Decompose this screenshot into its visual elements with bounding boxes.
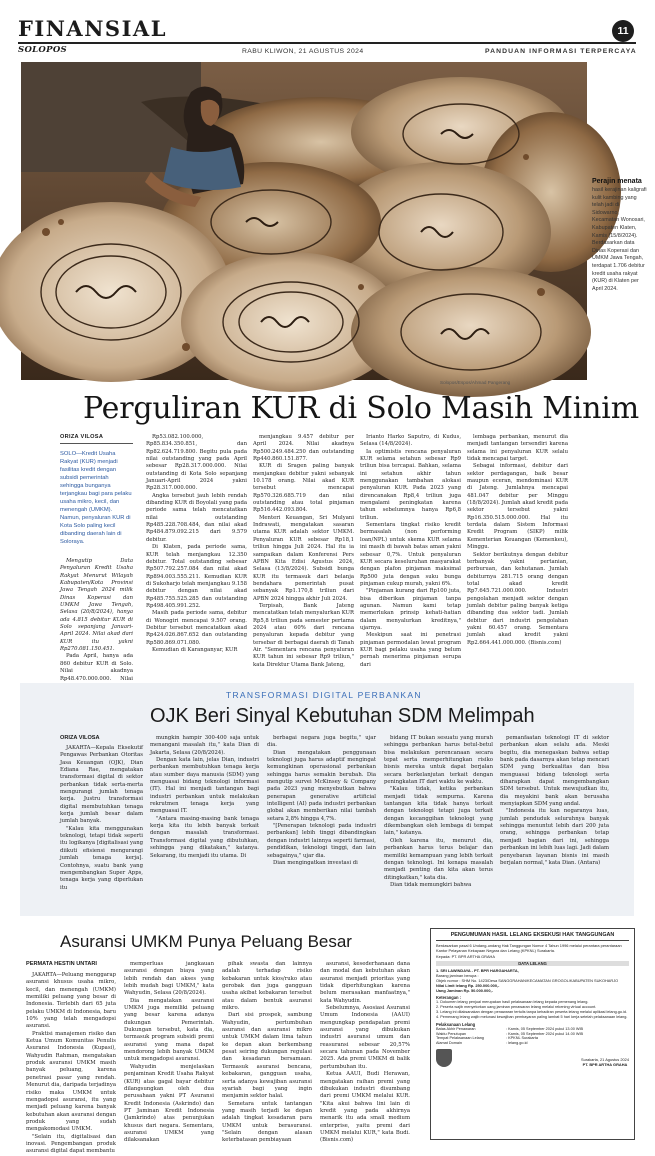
article1-paragraph: Terpisah, Bank Jateng mencatatkan telah menyalurkan KUR Rp5,8 triliun pada semester pertama 2024 atau 60% dari rencana penyaluran kepada debitur yang tersebar di berbagai daerah di Tanah Air. "Sementara rencana penyaluran KUR tahun ini sebesar Rp9 triliun," kata Direktur Utama Bank Jateng, — [253, 602, 354, 668]
notice-note: 2. Peserta wajib menyetorkan uang jaminan penawaran lelang melalui rekening virtual account. — [436, 1004, 597, 1009]
article2-author: ORIZA VILOSA — [60, 735, 100, 741]
article1-paragraph: Sektor berikutnya dengan debitur terbanyak yakni pertanian, perburuan, dan kehutanan. Jumlah debiturnya 281.715 orang dengan total akad kredit Rp7.645.721.000.000. Industri pengolahan menjadi sektor dengan jumlah debitur paling banyak ketiga dibanding dua sektor tadi. Jumlah debitur dari industri pengolahan yakni 60.457 orang. Sementara jumlah akad kredit yakni Rp2.664.441.000.000. (Bisnis.com) — [467, 551, 568, 646]
article2-paragraph: Dian tidak memungkiri bahwa — [390, 881, 472, 888]
article3-paragraph: asuransi, kesederhanaan dana dan modal dan kebutuhan akan asuransi menjadi prioritas yang tidak diperhitungkan karena belum merasakan manfaatnya," kata Wahyudin. — [320, 961, 410, 1004]
article3-paragraph: Dari sisi prospek, sambung Wahyudin, pertumbuhan asuransi dan asuransi mikro untuk UMKM dalam lima tahun ke depan akan berkembang pesat seiring dukungan regulasi dan kesadaran bersamaan. Termasuk asuransi bencana, kebakaran, gangguan usaha, serta adanya kewajiban asuransi syariah bagi yang ingin menjamin sektor halal. — [222, 1012, 312, 1100]
article1-headline: Perguliran KUR di Solo Masih Minim — [83, 391, 639, 426]
schedule-value: : lelang.go.id — [506, 1041, 528, 1046]
notice-schedule — [436, 1027, 629, 1047]
article3-paragraph: "Selain itu, digitalisasi dan inovasi. Pengembangan produk asuransi digital dapat membantu — [26, 1133, 116, 1155]
notice-note: 3. Lelang ini dilaksanakan dengan penawaran tertulis tanpa kehadiran peserta lelang melalui aplikasi lelang.go.id. — [436, 1009, 628, 1014]
article1-author-rule — [60, 443, 133, 444]
article1-paragraph: lembaga perbankan, menurut dia menjadi tantangan tersendiri karena selama ini penyaluran KUR selalu tidak mencapai target. — [467, 434, 568, 463]
notice-schedule-title: Pelaksanaan Lelang — [436, 1021, 476, 1027]
leather-calligraphy-photo — [21, 62, 587, 380]
schedule-value: : KPKNL Surakarta — [506, 1036, 538, 1041]
article3-paragraph: Sebelumnya, Asosiasi Asuransi Umum Indonesia (AAUI) mengungkap pendapatan premi asuransi yang dibukukan industri asuransi umum dan reasuransi sebesar 20,57% secara tahunan pada November 2025. Ada premi UMKM di balik pertumbuhan itu. — [320, 1005, 410, 1070]
article1-paragraph: Menteri Keuangan, Sri Mulyani Indrawati, mengatakan sasaran utama KUR adalah sektor UMKM. Penyaluran KUR sebesar Rp18,1 triliun hingga Juli 2024. Hal itu ia sampaikan dalam Konferensi Pers APBN Kita Edisi Agustus 2024, Selasa (13/8/2024). Subsidi bunga KUR itu termasuk dari belanja bendahara pemerintah pusat sebanyak Rp1.170,8 triliun dari APBN 2024 hingga akhir Juli 2024. — [253, 514, 354, 602]
article3-column-4 — [320, 961, 410, 1144]
photo-caption-title: Perajin menata — [592, 178, 642, 185]
article3-paragraph: Wahyudin menjelaskan penjaminan Kredit Usaha Rakyat (KUR) atas gagal bayar debitur dilangsungkan oleh dua perusahaan yakni PT Asuransi Kredit Indonesia (Askrindo) dan PT Jaminan Kredit Indonesia (Jamkrindo) atas penunjukan khusus dari negara. Sementara, asuransi UMKM yang dilaksanakan — [124, 1063, 214, 1144]
auction-notice — [430, 928, 635, 1140]
photo-credit: Solopos/Espos/Ahmad Pangerang — [440, 380, 511, 385]
article3-paragraph: Semetara untuk tantangan yang masih terjadi ke depan adalah tingkat kesadaran para UMKM untuk berasuransi. "Selain dengan alasan keterbatasan pembiayaan — [222, 1100, 312, 1144]
article3-author: PERMATA HESTIN UNTARI — [26, 961, 97, 967]
notice-intro: Berdasarkan pasal 6 Undang-undang Hak Tanggungan Nomor 4 Tahun 1996 melalui perantara perantaraan Kantor Pelayanan Kekayaan Negara dan Lelang (KPKNL) Surakarta. — [436, 943, 622, 953]
notice-line: Barang jaminan berupa : — [436, 973, 479, 978]
article1-column-3 — [253, 434, 354, 678]
article1-author: ORIZA VILOSA — [60, 434, 104, 440]
article2-paragraph: pemanfaatan teknologi IT di sektor perbankan akan selalu ada. Meski begitu, dia menegaskan bahwa setiap bank pada dasarnya akan tetap mencari SDM yang berkualitas dan bisa menguasai bidang teknologi serta diharapkan dapat mengembangkan SDM tersebut. Untuk mewujudkan itu, dia meyakini bank akan berusaha menyiapkan SDM yang andal. — [500, 735, 609, 808]
notice-note: 4. Pemenang lelang wajib melunasi kewajiban pembayaran paling lambat 5 hari kerja setelah pelaksanaan lelang. — [436, 1014, 628, 1019]
article1-lead: SOLO—Kredit Usaha Rakyat (KUR) menjadi fasilitas kredit dengan subsidi pemerintah sehingga bunganya terjangkau bagi para pelaku usaha mikro, kecil, dan menengah (UMKM). Namun, penyaluran KUR di Kota Solo paling kecil dibanding daerah lain di Soloraya. — [60, 451, 132, 545]
article3-column-3 — [222, 961, 312, 1144]
notice-line: Nilai Limit lelang Rp. 250.000.000,- — [436, 983, 500, 988]
schedule-label: Alamat Domain — [436, 1041, 462, 1046]
article1-paragraph: Angka tersebut jauh lebih rendah dibanding KUR di Boyolali yang pada periode sama telah mencatatkan nilai outstanding Rp485.228.708.484, dan nilai akad Rp484.879.092.215 dari 9.579 debitur. — [146, 492, 247, 543]
article2-kicker: TRANSFORMASI DIGITAL PERBANKAN — [226, 690, 422, 700]
notice-line: Objek nomor : SHM No. 1423/Desa SANGGRAHAN/KECAMATAN GROGOL/KABUPATEN SUKOHARJO — [436, 978, 619, 983]
notice-section-data: DATA LELANG — [436, 961, 629, 966]
notice-line: 1. SRI LAWINDAYA - PT. BPR HARGAHARTA, — [436, 968, 519, 973]
article2-paragraph: Dian mengingatkan investasi di — [273, 859, 358, 866]
article1-paragraph: menjangkau 9.457 debitur per April 2024. Nilai akadnya Rp500.249.484.250 dan outstanding Rp440.860.151.877. — [253, 434, 354, 463]
article2-paragraph: JAKARTA—Kepala Eksekutif Pengawas Perbankan Otoritas Jasa Keuangan (OJK), Dian Ediana Rae, mengatakan transformasi digital di sektor perbankan tidak serta-merta mengurangi jumlah tenaga kerja. Justru transformasi digital membutuhkan tenaga kerja jumlah besar dalam jumlah banyak. — [60, 745, 143, 825]
article2-paragraph: mungkin hampir 300-400 saja untuk menangani masalah itu," kata Dian di Jakarta, Selasa (20/8/2024). — [150, 735, 259, 756]
article2-paragraph: "Indonesia itu kan negaranya luas, jumlah penduduk seluruhnya banyak sehingga menuntut lebih dari 200 juta orang, sehingga perbankan tetap menjadi bagian dari ini, sehingga perbankan ini lebih luas lagi. Jadi dalam penyebaran layanan bisnis ini masih berjalan normal," kata Dian. (Antara) — [500, 808, 609, 866]
article1-column-1 — [60, 558, 133, 682]
notice-notes-title: Keterangan : — [436, 995, 462, 1000]
article1-paragraph: Sebagai informasi, debitur dari sektor perdagangan, baik besar maupun eceran, mendominasi KUR di Jateng. Jumlahnya mencapai 481.047 debitur per Minggu (18/8/2024). Jumlah akad kredit pada sektor tersebut yakni Rp16.350.515.000.000. Hal itu terdata dalam Sistem Informasi Kredit Program (SIKP) milik Kementerian Keuangan (Kemenkeu), Minggu. — [467, 463, 568, 551]
article3-paragraph: Praktisi manajemen risiko dan Ketua Umum Komunitas Penulis Asuransi Indonesia (Kupasi), Wahyudin Rahman, mengatakan produk asuransi UMKM masih banyak peluang, karena penetrasi pasar yang rendah. Menurut dia, daripada terjadinya risiko maka UMKM untuk mengadopsi asuransi, itu yang menjadi peluang karena banyak kebutuhan akan asuransi dengan produk yang sudah mengakomodasi UMKM. — [26, 1030, 116, 1133]
schedule-label: Waktu Penutupan — [436, 1031, 467, 1036]
article1-paragraph: Rp53.082.100.000, Rp85.834.350.851, dan Rp82.624.719.800. Begitu pula pada nilai outstanding yang pada April sebesar Rp28.317.000.000. Nilai outstanding di Kota Solo sepanjang Januari-April 2024 yakni Rp28.317.000.000. — [146, 434, 247, 492]
article1-paragraph: Di Klaten, pada periode sama, KUR telah menjangkau 12.350 debitur. Total outstanding sebesar Rp507.792.257.084 dan nilai akad Rp894.003.555.211. Kemudian KUR di Sukoharjo telah menjangkau 9.158 debitur dengan nilai akad Rp485.755.525.285 dan outstanding Rp498.405.991.252. — [146, 544, 247, 609]
article3-paragraph: Dia mengatakan asuransi UMKM juga memiliki peluang yang besar karena adanya dukungan Pemerintah. Dukungan tersebut, kata dia, termasuk program subsidi premi asuransi yang mana dapat mendorong lebih banyak UMKM untuk mengadopsi asuransi. — [124, 997, 214, 1063]
article1-column-4 — [360, 434, 461, 678]
schedule-value: : Kamis, 05 September 2024 pukul 13.00 WIB — [506, 1026, 584, 1031]
article1-paragraph: Ia optimistis rencana penyaluran KUR selama setahun sebesar Rp9 triliun bisa tercapai. Bahkan, selama ini setahun akhir tahun menggunakan tambahan alokasi penyaluran KUR. Pada 2023 yang direncanakan Rp8,4 triliun juga mengalami peningkatan karena tahun sebelumnya hanya Rp6,8 triliun. — [360, 448, 461, 521]
schedule-row — [436, 1041, 629, 1046]
article2-column-1 — [60, 745, 143, 913]
article2-paragraph: Dian mengatakan penggunaan teknologi juga harus adaptif mengingat kemungkinan operasional perbankan sehingga harus semakin berubah. Dia mengutip survei McKinsey & Company pada 2023 yang menyebutkan bahwa penerapan generative artificial intelligent (AI) pada industri perbankan global akan memberikan nilai tambah setara 2,8% hingga 4,7%. — [267, 749, 376, 822]
article3-paragraph: memperluas jangkauan asuransi dengan biaya yang lebih rendah dan akses yang lebih mudah bagi UMKM," kata Wahyudin, Selasa (20/8/2024). — [124, 961, 214, 997]
article3-paragraph: JAKARTA—Peluang menggarap asuransi khusus usaha mikro, kecil, dan menengah (UMKM) memiliki peluang yang besar di Indonesia. Terlebih dari 65 juta pelaku UMKM di Indonesia, baru 10% yang telah mengadopsi asuransi. — [26, 972, 116, 1030]
schedule-label: Tempat Pelaksanaan Lelang — [436, 1036, 484, 1041]
notice-subject: Kepada: PT. BPR ARTHA GRAHA — [436, 954, 495, 959]
photo-caption: hasil kerajinan kaligrafi kulit kambing yang telah jadi di Sidowarno, Kecamatan Wonosari, Kabupaten Klaten, Kamis (15/8/2024). Berdasarkan data Dinas Koperasi dan UMKM Jawa Tengah, terdapat 1.706 debitur kredit usaha rakyat (KUR) di Klaten per April 2024. — [592, 187, 647, 292]
article3-column-1 — [26, 972, 116, 1155]
page-number: 11 — [612, 20, 634, 42]
notice-note: 1. Dokumen lelang penjual merupakan hasil pelaksanaan lelang kepada pemenang lelang. — [436, 1000, 589, 1004]
article1-paragraph: Meskipun saat ini penetrasi pinjaman permodalan lewat program KUR bagi pelaku usaha yang belum pernah menerima pinjaman serupa dari — [360, 632, 461, 668]
article3-headline: Asuransi UMKM Punya Peluang Besar — [60, 932, 352, 951]
schedule-value: : Kamis, 05 September 2024 pukul 14.00 WIB — [506, 1031, 584, 1036]
article2-paragraph: Oleh karena itu, menurut dia, perbankan harus terus belajar dan memiliki kemampuan yang lebih terkait dengan teknologi. Ini kenapa masalah menjadi penting dan kita akan terus ditingkatkan," kata dia. — [384, 837, 493, 881]
article1-paragraph: "Pinjaman kurang dari Rp100 juta, bisa diberikan pinjaman tanpa agunan. Namun kami tetap memerlukan prinsip kehati-hatian dalam menyalurkan kreditnya," ujarnya. — [360, 588, 461, 631]
article1-column-5 — [467, 434, 568, 678]
article2-paragraph: bidang IT bukan sesuatu yang murah sehingga perbankan harus betul-betul bisa melakukan perencanaan secara tepat serta memperhitungkan risiko bisnis mereka untuk dapat berjalan secara berkelanjutan terkait dengan peningkatan IT dari waktu ke waktu. — [384, 735, 493, 786]
article1-paragraph: KUR di Sragen paling banyak menjangkau debitur yakni sebanyak 10.178 orang. Nilai akad KUR tersebut mencapai Rp570.326.685.719 dan nilai outstanding atau total pinjaman Rp516.442.093.804. — [253, 463, 354, 514]
article2-paragraph: Dengan kata lain, jelas Dian, industri perbankan membutuhkan tenaga kerja atau sumber daya manusia (SDM) yang menguasai bidang teknologi informasi (IT). Hal ini menjadi tantangan bagi industri perbankan untuk melakukan rekrutmen tenaga kerja yang menguasai IT. — [150, 757, 259, 815]
notice-line: Uang Jaminan Rp. 50.000.000,- — [436, 988, 493, 993]
article2-column-4 — [384, 735, 493, 913]
article1-paragraph: Irianto Harko Saputro, di Kudus, Selasa (14/8/2024). — [360, 434, 461, 448]
article1-paragraph: Sementara tingkat risiko kredit bermasalah (non performing loan/NPL) untuk skema KUR selama ini masih di bawah batas aman yakni sebesar 0,7%. Untuk penyaluran KUR secara keseluruhan masyarakat dengan plafon pinjaman maksimal Rp500 juta dengan suku bunga pinjaman cukup murah, yakni 6%. — [360, 522, 461, 587]
article3-column-2 — [124, 961, 214, 1144]
article1-paragraph: Masih pada periode sama, debitur di Wonogiri mencapai 9.507 orang. Debitur tersebut mencatatkan akad Rp424.026.867.652 dan outstanding Rp580.869.071.080. — [146, 610, 247, 646]
header-rule — [18, 42, 636, 44]
article3-paragraph: Ketua AAUI, Budi Herawan, mengatakan raihan premi yang dibukukan industri disumbang dari premi UMKM melalui KUR. "Kita akui bahwa lini lain di kredit yang pada akhirnya menarik itu ada small medium enterprise, yaitu premi dari UMKM melalui KUR," kata Budi. (Bisnis.com) — [320, 1071, 410, 1144]
article1-paragraph: Kemudian di Karanganyar, KUR — [152, 646, 238, 653]
article1-paragraph: Mengutip Data Penyaluran Kredit Usaha Rakyat Menurut Wilayah Kabupaten/Kota Provinsi Jawa Tengah 2024 milik Dinas Koperasi dan UMKM Jawa Tengah, Selasa (20/8/2024), hanya ada 4.815 debitur KUR di Solo sepanjang Januari-April 2024. Nilai akad dari KUR itu yakni Rp270.081.150.451. — [60, 558, 133, 653]
article2-paragraph: "Kalau kita menggunakan teknologi, tetapi tidak seperti itu logikanya [digitalisasi yang diikuti efisiensi mengurangi jumlah tenaga kerja]. Contohnya, suatu bank yang mengembangkan Super Apps, tenaga kerja yang diperlukan itu — [60, 825, 143, 891]
section-title: FINANSIAL — [18, 16, 167, 41]
issue-date: RABU KLIWON, 21 AGUSTUS 2024 — [242, 48, 364, 55]
article2-paragraph: "[Penerapan teknologi pada industri perbankan] lebih tinggi dibandingkan dengan industri lainnya seperti farmasi, pendidikan, teknologi tinggi, dan lain sebagainya," ujar dia. — [267, 823, 376, 859]
article2-paragraph: berbagai negara juga begitu," ujar dia. — [267, 735, 376, 749]
tagline: PANDUAN INFORMASI TERPERCAYA — [485, 48, 637, 55]
solopos-logo: SOLOPOS — [18, 45, 67, 55]
article2-paragraph: "Kalau tidak, ketika perbankan menjadi tidak sempurna. Karena tantangan kita tidak hanya terkait dengan teknologi tetapi juga terkait dengan kecanggihan teknologi yang dikembangkan oleh lembaga di tempat lain," katanya. — [384, 786, 493, 837]
notice-title: PENGUMUMAN HASIL LELANG EKSEKUSI HAK TANGGUNGAN — [436, 932, 629, 941]
article2-column-2 — [150, 735, 259, 913]
article2-headline: OJK Beri Sinyal Kebutuhan SDM Melimpah — [150, 705, 535, 727]
article-photo — [21, 62, 587, 380]
notice-footer-city: Surakarta, 21 Agustus 2024 — [580, 1057, 629, 1063]
article2-column-5 — [500, 735, 609, 913]
article3-paragraph: pihak swasta dan lainnya adalah terhadap risiko kebakaran untuk kios/ruko atau gerobak dan juga gangguan usaha akibat kebakaran tersebut atau dalam bentuk asuransi mikro. — [222, 961, 312, 1012]
article1-paragraph: Pada April, hanya ada 860 debitur KUR di Solo. Nilai akadnya Rp48.470.000.000. Nilai — [60, 653, 133, 682]
notice-footer-org: PT. BPR ARTHA GRAHA — [582, 1062, 628, 1068]
schedule-label: Batas Akhir Penawaran — [436, 1026, 476, 1031]
article2-paragraph: "Antara masing-masing bank tenaga kerja kita itu lebih banyak terkait dengan masalah transformasi. Transformasi digital yang dibutuhkan, sehingga yang dikatakan," katanya. Sekarang, itu menjadi itu utama. Di — [150, 815, 259, 859]
article2-column-3 — [267, 735, 376, 913]
article1-column-2 — [146, 434, 247, 678]
kpknl-emblem-icon — [436, 1049, 452, 1067]
